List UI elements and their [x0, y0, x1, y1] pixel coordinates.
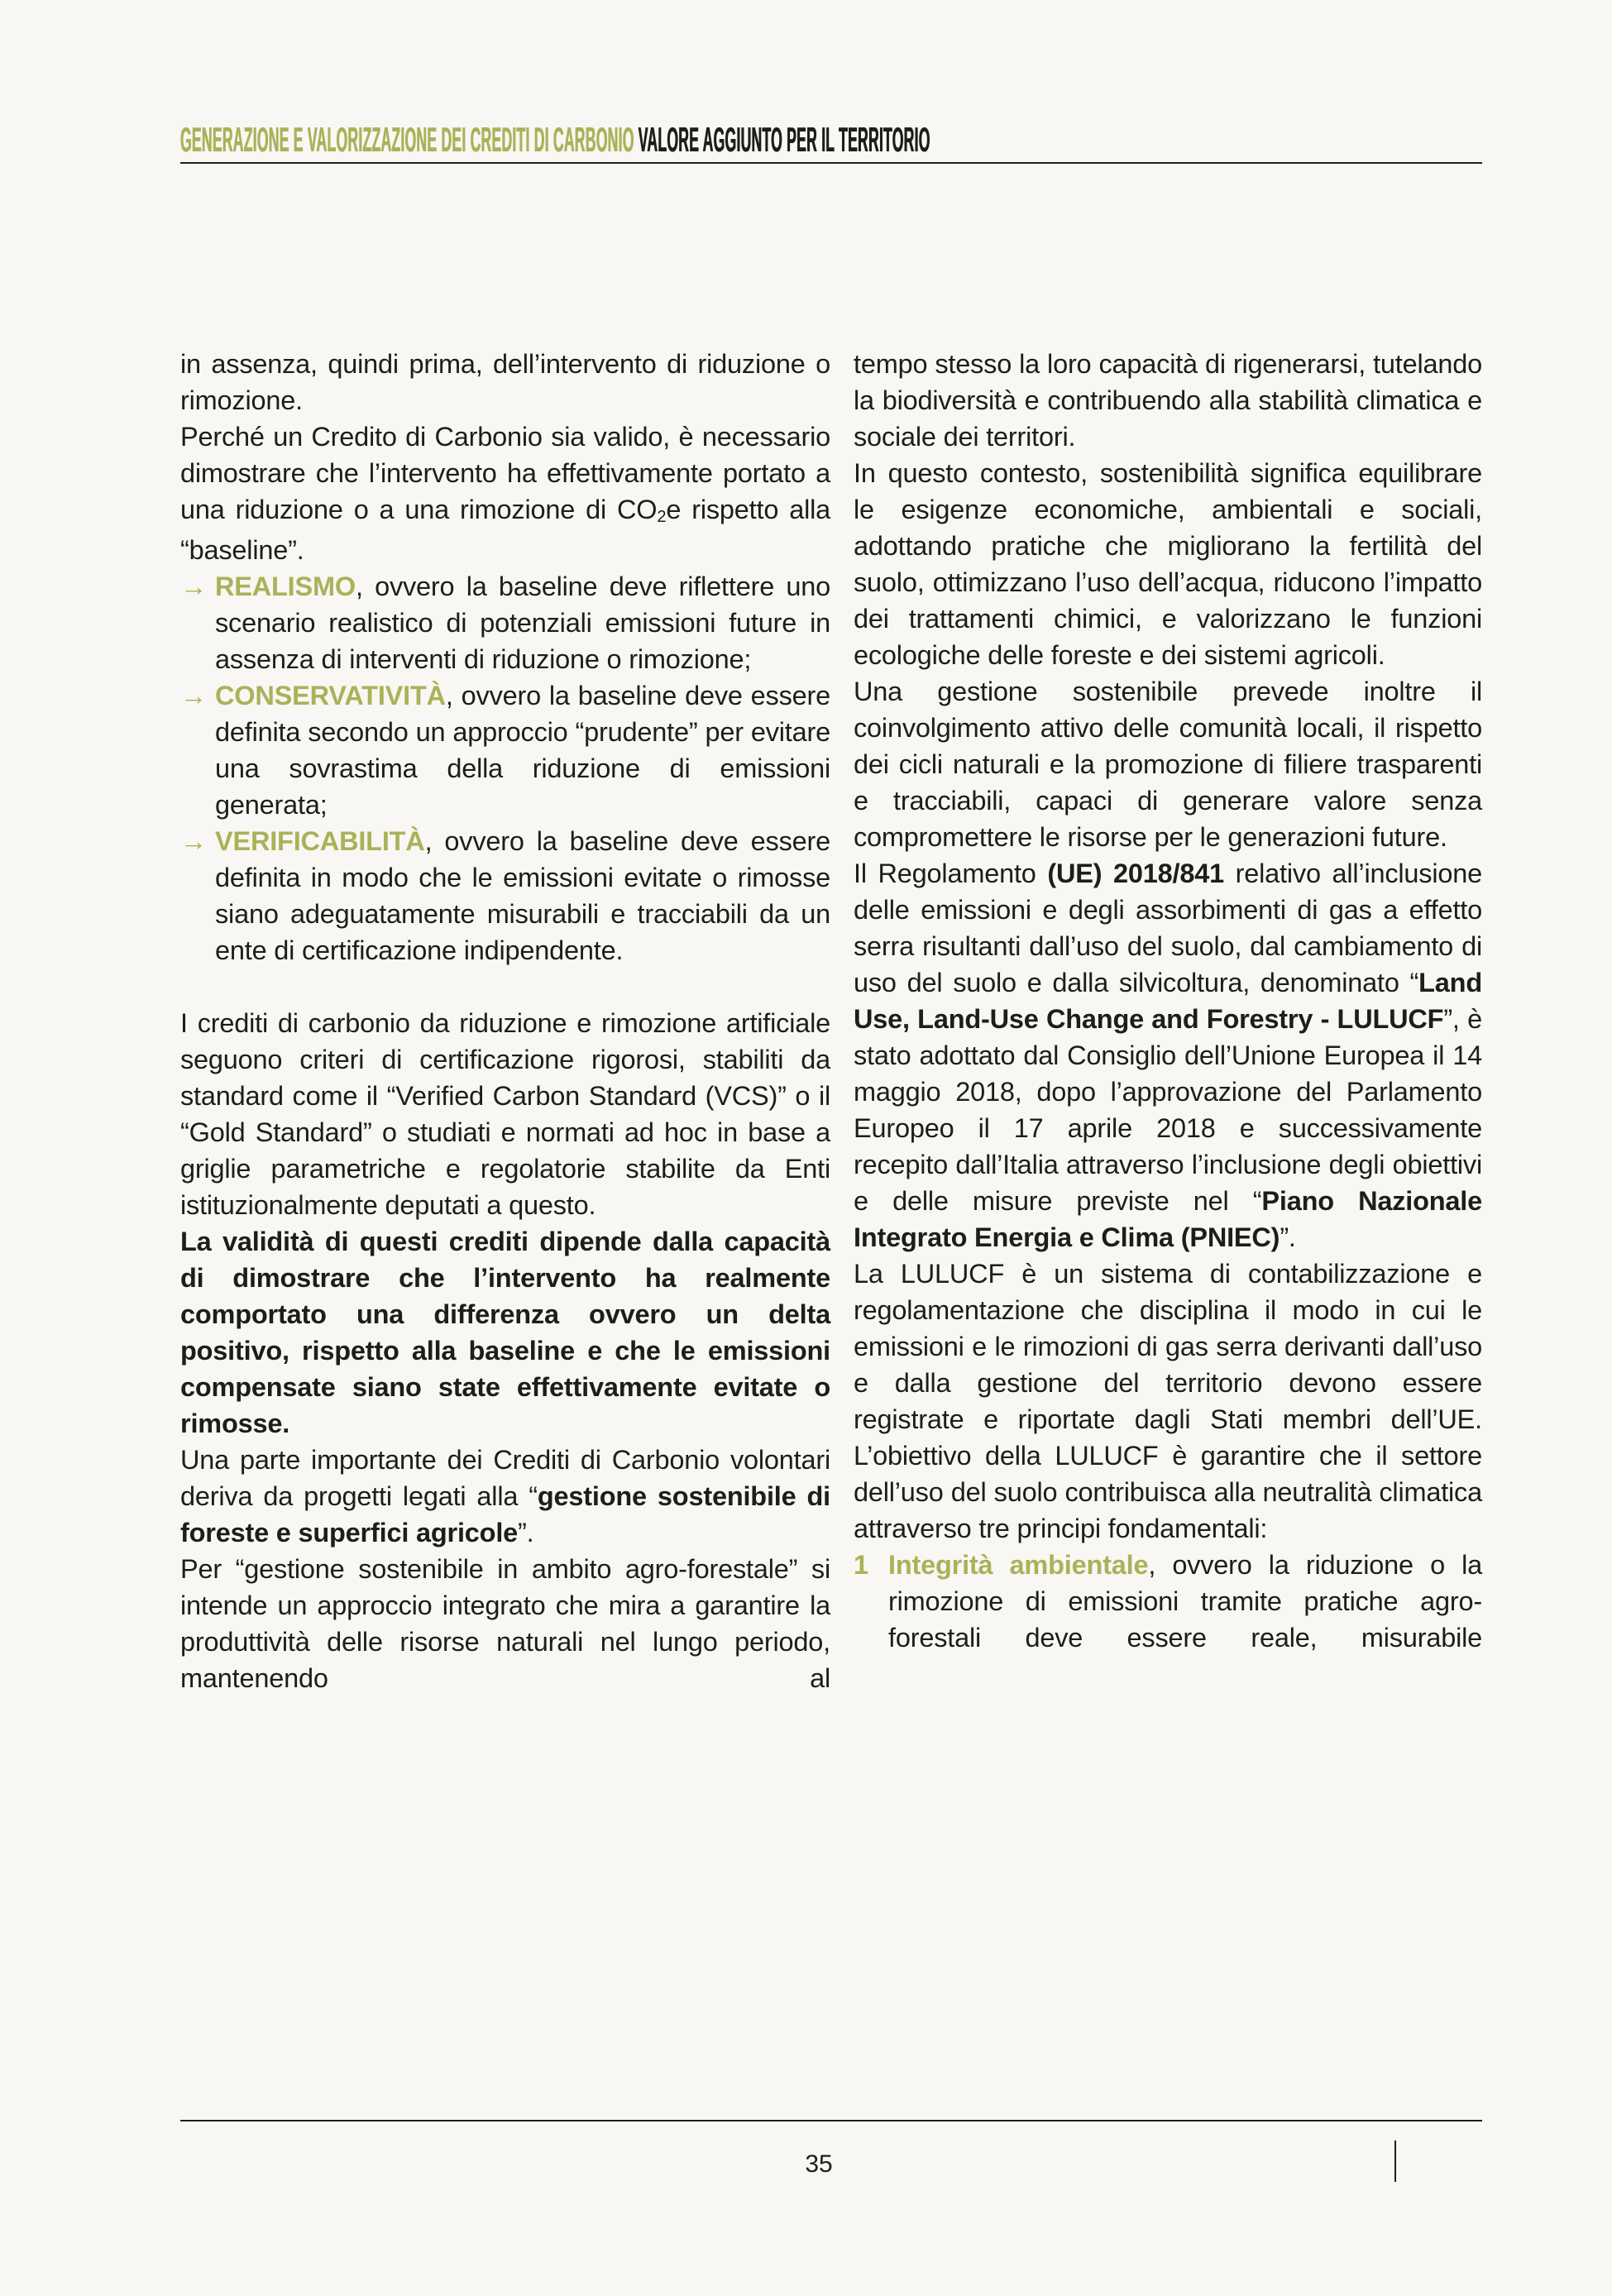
paragraph-spacer	[180, 969, 830, 1005]
paragraph-bold-text: (UE) 2018/841	[1047, 859, 1224, 888]
paragraph-text: ”, è stato adottato dal Consiglio dell’Unione Europea il 14 maggio 2018, dopo l’approvazione del Parlamento Europeo il 17 aprile 2018 e successivamente recepito dall’Italia attraverso l’inclusione degli obiettivi e delle misure previste nel “	[854, 1004, 1482, 1216]
bullet-text: , ovvero la baseline deve essere definita secondo un approccio “prudente” per evitare una sovrastima della riduzione di emissioni generata;	[215, 681, 830, 820]
bullet-label: REALISMO	[215, 572, 356, 601]
paragraph: Una gestione sostenibile prevede inoltre il coinvolgimento attivo delle comunità locali, il rispetto dei cicli naturali e la promozione di filiere trasparenti e tracciabili, capaci di generare valore senza compromettere le risorse per le generazioni future.	[854, 677, 1482, 852]
paragraph-text: ”.	[1280, 1222, 1296, 1252]
paragraph	[180, 1442, 830, 1551]
paragraph	[180, 419, 830, 568]
paragraph-text: Una parte importante dei Crediti di Carbonio volontari deriva da progetti legati alla “	[180, 1445, 830, 1511]
list-label: Integrità ambientale	[888, 1550, 1149, 1580]
paragraph-bold: La validità di questi crediti dipende dalla capacità di dimostrare che l’intervento ha realmente comportato una differenza ovvero un delta positivo, rispetto alla baseline e che le emissioni compensate siano state effettivamente evitate o rimosse.	[180, 1227, 830, 1438]
text-column-right	[854, 346, 1482, 1656]
header-rule	[180, 162, 1482, 164]
bullet-item	[180, 823, 830, 969]
paragraph-text: ”.	[518, 1518, 534, 1547]
arrow-icon: →	[180, 572, 208, 601]
paragraph: I crediti di carbonio da riduzione e rimozione artificiale seguono criteri di certificazione rigorosi, stabiliti da standard come il “Verified Carbon Standard (VCS)” o il “Gold Standard” o studiati e normati ad hoc in base a griglie parametriche e regolatorie stabilite da Enti istituzionalmente deputati a questo.	[180, 1008, 830, 1220]
paragraph-text: Il Regolamento	[854, 859, 1048, 888]
bullet-text: , ovvero la baseline deve essere definita in modo che le emissioni evitate o rimosse siano adeguatamente misurabili e tracciabili da un ente di certificazione indipendente.	[215, 826, 830, 965]
arrow-icon: →	[180, 826, 208, 856]
numbered-item	[854, 1547, 1482, 1656]
paragraph: in assenza, quindi prima, dell’intervento di riduzione o rimozione.	[180, 349, 830, 415]
arrow-icon: →	[180, 681, 208, 710]
paragraph: La LULUCF è un sistema di contabilizzazione e regolamentazione che disciplina il modo in cui le emissioni e le rimozioni di gas serra derivanti dall’uso e dalla gestione del territorio devono essere registrate e riportate dagli Stati membri dell’UE. L’obiettivo della LULUCF è garantire che il settore dell’uso del suolo contribuisca alla neutralità climatica attraverso tre principi fondamentali:	[854, 1259, 1482, 1543]
paragraph	[854, 855, 1482, 1256]
bullet-text: , ovvero la baseline deve riflettere uno scenario realistico di potenziali emissioni future in assenza di interventi di riduzione o rimozione;	[215, 572, 830, 674]
paragraph-bold-text: Piano Nazionale Integrato Energia e Clima (PNIEC)	[854, 1186, 1482, 1252]
bullet-item	[180, 677, 830, 823]
running-header	[180, 122, 930, 157]
paragraph-text: Perché un Credito di Carbonio sia valido, è necessario dimostrare che l’intervento ha effettivamente portato a una riduzione o a una rimozione di CO	[180, 422, 830, 524]
paragraph: Per “gestione sostenibile in ambito agro-forestale” si intende un approccio integrato che mira a garantire la produttività delle risorse naturali nel lungo periodo, mantenendo al	[180, 1554, 830, 1693]
paragraph-text: e rispetto alla “baseline”.	[180, 495, 830, 565]
running-header-accent: GENERAZIONE E VALORIZZAZIONE DEI CREDITI DI CARBONIO	[180, 120, 634, 159]
footer-tick-mark	[1394, 2141, 1396, 2182]
paragraph: In questo contesto, sostenibilità significa equilibrare le esigenze economiche, ambientali e sociali, adottando pratiche che migliorano la fertilità del suolo, ottimizzano l’uso dell’acqua, riducono l’impatto dei trattamenti chimici, e valorizzano le funzioni ecologiche delle foreste e dei sistemi agricoli.	[854, 458, 1482, 670]
list-number: 1	[854, 1550, 868, 1580]
bullet-label: CONSERVATIVITÀ	[215, 681, 446, 710]
footer-rule	[180, 2120, 1482, 2121]
running-header-dark: VALORE AGGIUNTO PER IL TERRITORIO	[638, 120, 930, 159]
paragraph-text: relativo all’inclusione delle emissioni e degli assorbimenti di gas a effetto serra risultanti dall’uso del suolo, dal cambiamento di uso del suolo e dalla silvicoltura, denominato “	[854, 859, 1482, 997]
paragraph-bold-text: Land Use, Land-Use Change and Forestry - LULUCF	[854, 968, 1482, 1034]
text-column-left	[180, 346, 830, 1696]
page-number: 35	[805, 2150, 833, 2178]
list-text: , ovvero la riduzione o la rimozione di emissioni tramite pratiche agro-forestali deve essere reale, misurabile	[888, 1550, 1482, 1653]
paragraph-bold-text: gestione sostenibile di foreste e superfici agricole	[180, 1481, 830, 1547]
co2-subscript: 2	[657, 507, 667, 526]
bullet-label: VERIFICABILITÀ	[215, 826, 425, 856]
bullet-item	[180, 568, 830, 677]
paragraph: tempo stesso la loro capacità di rigenerarsi, tutelando la biodiversità e contribuendo alla stabilità climatica e sociale dei territori.	[854, 349, 1482, 452]
